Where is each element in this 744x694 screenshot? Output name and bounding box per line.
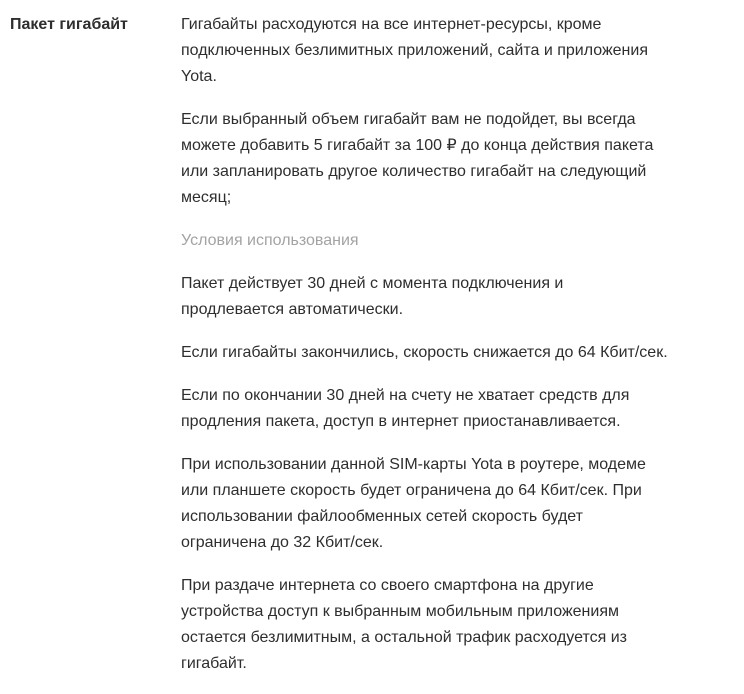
term-package-gigabytes: Пакет гигабайт <box>10 16 128 33</box>
package-description <box>181 12 668 694</box>
condition-speed-after-limit: Если гигабайты закончились, скорость снижается до 64 Кбит/сек. <box>181 344 668 361</box>
condition-package-duration: Пакет действует 30 дней с момента подключения и продлевается автоматически. <box>181 275 564 318</box>
paragraph-add-gigabytes: Если выбранный объем гигабайт вам не подойдет, вы всегда можете добавить 5 гигабайт за 100 ₽ до конца действия пакета или запланировать другое количество гигабайт на следующий месяц; <box>181 111 654 206</box>
paragraph-gigabytes-usage: Гигабайты расходуются на все интернет-ресурсы, кроме подключенных безлимитных приложений, сайта и приложения Yota. <box>181 16 648 85</box>
subheading-usage-terms: Условия использования <box>181 232 359 249</box>
condition-sim-in-devices: При использовании данной SIM-карты Yota в роутере, модеме или планшете скорость будет ограничена до 64 Кбит/сек. При использовании файлообменных сетей скорость будет ограничена до 32 Кбит/сек. <box>181 456 646 551</box>
condition-insufficient-funds: Если по окончании 30 дней на счету не хватает средств для продления пакета, доступ в интернет приостанавливается. <box>181 387 630 430</box>
condition-tethering: При раздаче интернета со своего смартфона на другие устройства доступ к выбранным мобильным приложениям остается безлимитным, а остальной трафик расходуется из гигабайт. <box>181 577 627 672</box>
